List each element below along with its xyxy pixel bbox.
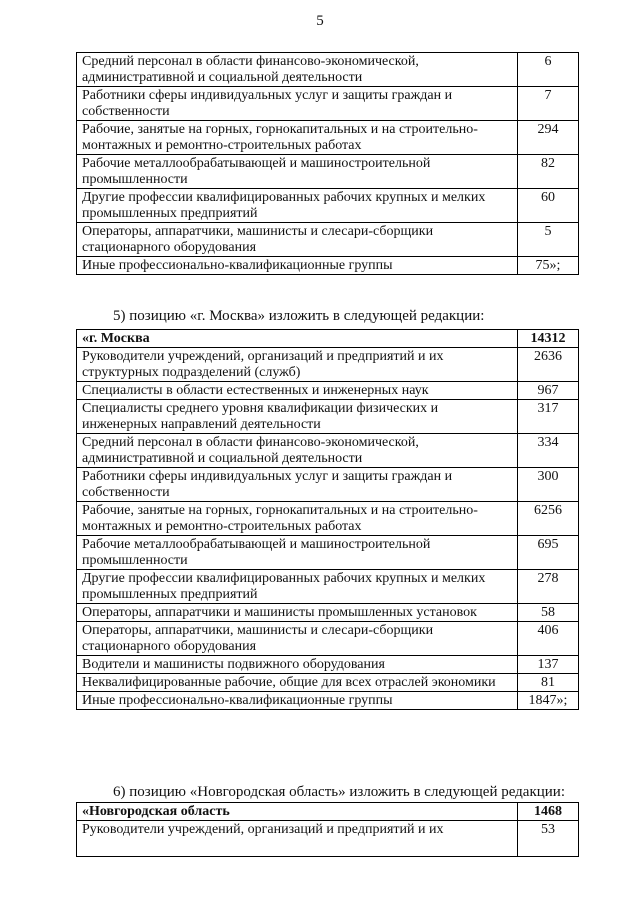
occupation-group: Средний персонал в области финансово-экономической, административной и социальной деятельности bbox=[77, 53, 518, 87]
occupation-group: Работники сферы индивидуальных услуг и защиты граждан и собственности bbox=[77, 87, 518, 121]
occupation-group: Иные профессионально-квалификационные группы bbox=[77, 692, 518, 710]
table-row bbox=[77, 622, 579, 656]
table-row bbox=[77, 570, 579, 604]
table-header-row bbox=[77, 330, 579, 348]
table-row bbox=[77, 155, 579, 189]
table-row bbox=[77, 223, 579, 257]
table-row bbox=[77, 536, 579, 570]
table-continued bbox=[76, 52, 579, 275]
region-total: 1468 bbox=[517, 803, 578, 821]
region-name: «г. Москва bbox=[77, 330, 518, 348]
occupation-group: Руководители учреждений, организаций и предприятий и их bbox=[77, 821, 518, 857]
occupation-group: Операторы, аппаратчики и машинисты промышленных установок bbox=[77, 604, 518, 622]
occupation-group: Иные профессионально-квалификационные группы bbox=[77, 257, 518, 275]
occupation-group: Водители и машинисты подвижного оборудования bbox=[77, 656, 518, 674]
table-row bbox=[77, 502, 579, 536]
occupation-group: Рабочие металлообрабатывающей и машиностроительной промышленности bbox=[77, 155, 518, 189]
group-count: 406 bbox=[517, 622, 578, 656]
occupation-group: Операторы, аппаратчики, машинисты и слесари-сборщики стационарного оборудования bbox=[77, 622, 518, 656]
page-number: 5 bbox=[316, 13, 324, 29]
group-count: 300 bbox=[517, 468, 578, 502]
group-count: 58 bbox=[517, 604, 578, 622]
group-count: 6256 bbox=[517, 502, 578, 536]
group-count: 967 bbox=[517, 382, 578, 400]
occupation-group: Рабочие, занятые на горных, горнокапитальных и на строительно-монтажных и ремонтно-строительных работах bbox=[77, 502, 518, 536]
table-row bbox=[77, 604, 579, 622]
group-count: 137 bbox=[517, 656, 578, 674]
table-row bbox=[77, 821, 579, 857]
table-row bbox=[77, 400, 579, 434]
group-count: 695 bbox=[517, 536, 578, 570]
group-count: 1847»; bbox=[517, 692, 578, 710]
table-row bbox=[77, 468, 579, 502]
table-row bbox=[77, 189, 579, 223]
group-count: 294 bbox=[517, 121, 578, 155]
occupation-group: Другие профессии квалифицированных рабочих крупных и мелких промышленных предприятий bbox=[77, 570, 518, 604]
table-row bbox=[77, 121, 579, 155]
table-moscow bbox=[76, 329, 579, 710]
group-count: 334 bbox=[517, 434, 578, 468]
group-count: 317 bbox=[517, 400, 578, 434]
group-count: 7 bbox=[517, 87, 578, 121]
group-count: 5 bbox=[517, 223, 578, 257]
section-6-intro: 6) позицию «Новгородская область» изложить в следующей редакции: bbox=[113, 784, 566, 800]
occupation-group: Неквалифицированные рабочие, общие для всех отраслей экономики bbox=[77, 674, 518, 692]
group-count: 75»; bbox=[517, 257, 578, 275]
table-row bbox=[77, 692, 579, 710]
group-count: 53 bbox=[517, 821, 578, 857]
region-total: 14312 bbox=[517, 330, 578, 348]
group-count: 278 bbox=[517, 570, 578, 604]
table-row bbox=[77, 656, 579, 674]
group-count: 60 bbox=[517, 189, 578, 223]
occupation-group: Средний персонал в области финансово-экономической, административной и социальной деятельности bbox=[77, 434, 518, 468]
region-name: «Новгородская область bbox=[77, 803, 518, 821]
occupation-group: Другие профессии квалифицированных рабочих крупных и мелких промышленных предприятий bbox=[77, 189, 518, 223]
occupation-group: Работники сферы индивидуальных услуг и защиты граждан и собственности bbox=[77, 468, 518, 502]
occupation-group: Рабочие, занятые на горных, горнокапитальных и на строительно-монтажных и ремонтно-строительных работах bbox=[77, 121, 518, 155]
occupation-group: Операторы, аппаратчики, машинисты и слесари-сборщики стационарного оборудования bbox=[77, 223, 518, 257]
occupation-group: Специалисты среднего уровня квалификации физических и инженерных направлений деятельности bbox=[77, 400, 518, 434]
table-row bbox=[77, 382, 579, 400]
group-count: 6 bbox=[517, 53, 578, 87]
table-row bbox=[77, 434, 579, 468]
group-count: 81 bbox=[517, 674, 578, 692]
group-count: 82 bbox=[517, 155, 578, 189]
occupation-group: Руководители учреждений, организаций и предприятий и их структурных подразделений (служб) bbox=[77, 348, 518, 382]
table-row bbox=[77, 674, 579, 692]
table-novgorod bbox=[76, 802, 579, 857]
table-row bbox=[77, 87, 579, 121]
table-row bbox=[77, 348, 579, 382]
section-5-intro: 5) позицию «г. Москва» изложить в следующей редакции: bbox=[113, 308, 485, 324]
table-row bbox=[77, 257, 579, 275]
table-header-row bbox=[77, 803, 579, 821]
occupation-group: Специалисты в области естественных и инженерных наук bbox=[77, 382, 518, 400]
group-count: 2636 bbox=[517, 348, 578, 382]
table-row bbox=[77, 53, 579, 87]
occupation-group: Рабочие металлообрабатывающей и машиностроительной промышленности bbox=[77, 536, 518, 570]
